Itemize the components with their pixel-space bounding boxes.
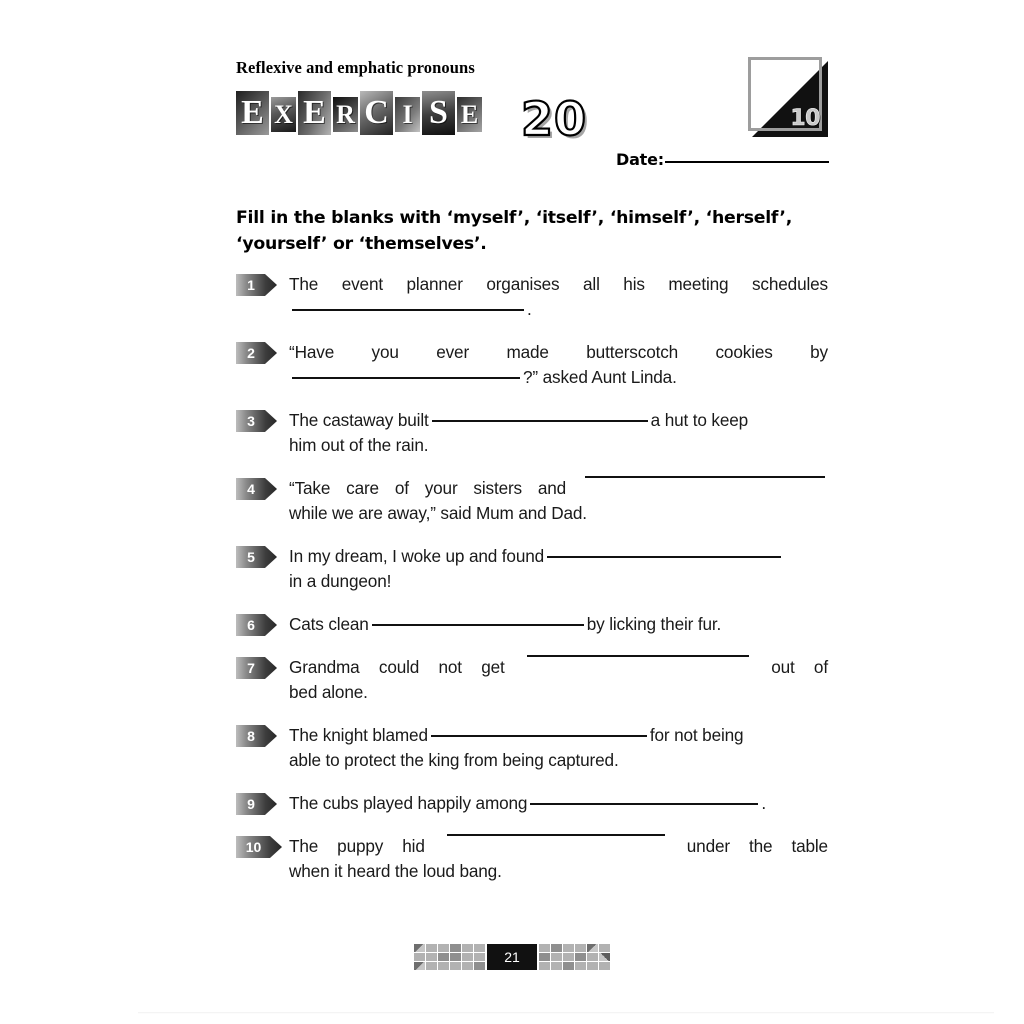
question-text [289, 340, 828, 390]
q4-w2: care [346, 478, 379, 498]
exercise-letter-e1: E [236, 91, 269, 135]
answer-blank[interactable] [530, 803, 758, 805]
q7-w5: out [771, 657, 795, 677]
q6-post: by licking their fur. [586, 614, 722, 634]
q7-w4: get [481, 657, 505, 677]
score-box [748, 57, 826, 135]
instruction-text: Fill in the blanks with ‘myself’, ‘itself’, ‘himself’, ‘herself’, ‘yourself’ or ‘themselves’. [236, 208, 793, 254]
question-text [289, 272, 828, 322]
q7-w2: could [378, 657, 420, 677]
page-footer [0, 944, 1024, 970]
answer-blank[interactable] [292, 377, 520, 379]
q2-w7: by [810, 342, 828, 362]
answer-blank[interactable] [432, 420, 648, 422]
question-item [236, 340, 828, 390]
question-item [236, 791, 828, 816]
question-text [289, 834, 828, 884]
q10-w4: under [686, 836, 730, 856]
q2-w3: ever [436, 342, 470, 362]
question-number-marker: 5 [236, 546, 265, 568]
q8-line2: able to protect the king from being captured. [289, 750, 619, 770]
q10-w1: The [289, 836, 319, 856]
date-write-line[interactable] [665, 161, 829, 163]
q5-line2: in a dungeon! [289, 571, 392, 591]
score-total: 10 [790, 106, 820, 131]
topic-title: Reflexive and emphatic pronouns [236, 58, 475, 77]
q2-w5: butterscotch [586, 342, 679, 362]
exercise-letter-c: C [360, 91, 393, 135]
footer-decoration-right [539, 944, 610, 970]
question-text [289, 476, 828, 526]
question-number-marker: 1 [236, 274, 265, 296]
q4-w3: of [394, 478, 409, 498]
q7-line2: bed alone. [289, 682, 368, 702]
q10-w2: puppy [337, 836, 384, 856]
question-text [289, 612, 828, 637]
q3-line2: him out of the rain. [289, 435, 429, 455]
q4-line2: while we are away,” said Mum and Dad. [289, 503, 587, 523]
q3-post: a hut to keep [650, 410, 749, 430]
q1-w2: event [341, 274, 383, 294]
date-label: Date: [616, 150, 664, 169]
exercise-letter-e3: E [457, 97, 482, 132]
footer-decoration-left [414, 944, 485, 970]
question-text [289, 655, 828, 705]
exercise-letter-x: X [271, 97, 296, 132]
q10-w6: table [791, 836, 828, 856]
question-item [236, 476, 828, 526]
question-item [236, 272, 828, 322]
q1-w5: all [583, 274, 600, 294]
answer-blank[interactable] [547, 556, 781, 558]
q1-w8: schedules [751, 274, 828, 294]
q3-pre: The castaway built [289, 410, 429, 430]
answer-blank[interactable] [431, 735, 647, 737]
answer-blank[interactable] [372, 624, 584, 626]
q6-pre: Cats clean [289, 614, 369, 634]
q1-w4: organises [486, 274, 560, 294]
q5-pre: In my dream, I woke up and found [289, 546, 545, 566]
q10-w5: the [748, 836, 773, 856]
question-item [236, 655, 828, 705]
q2-w1: “Have [289, 342, 335, 362]
question-item [236, 723, 828, 773]
q7-w1: Grandma [289, 657, 360, 677]
q9-pre: The cubs played happily among [289, 793, 528, 813]
exercise-letter-e2: E [298, 91, 331, 135]
q1-w7: meeting [668, 274, 729, 294]
question-number-marker: 10 [236, 836, 270, 858]
question-item [236, 612, 828, 637]
question-number-marker: 6 [236, 614, 265, 636]
answer-blank[interactable] [447, 834, 665, 836]
q1-w1: The [289, 274, 319, 294]
exercise-letter-s: S [422, 91, 455, 135]
question-number-marker: 3 [236, 410, 265, 432]
question-number-marker: 7 [236, 657, 265, 679]
q2-w2: you [371, 342, 399, 362]
exercise-letter-i: I [395, 97, 420, 132]
question-text [289, 544, 828, 594]
q4-w1: “Take [289, 478, 331, 498]
q7-w3: not [438, 657, 462, 677]
q4-w5: sisters [473, 478, 522, 498]
q4-w4: your [424, 478, 458, 498]
q1-w3: planner [406, 274, 463, 294]
q8-pre: The knight blamed [289, 725, 428, 745]
exercise-letter-r: R [333, 97, 358, 132]
q2-tail: ?” asked Aunt Linda. [523, 367, 677, 387]
q9-post: . [761, 793, 766, 813]
exercise-number: 20 [521, 92, 588, 146]
q8-post: for not being [649, 725, 744, 745]
question-number-marker: 4 [236, 478, 265, 500]
page-bottom-edge [138, 1012, 994, 1014]
answer-blank[interactable] [585, 476, 825, 478]
question-text [289, 723, 828, 773]
q10-line2: when it heard the loud bang. [289, 861, 502, 881]
q1-tail: . [527, 299, 532, 319]
answer-blank[interactable] [527, 655, 749, 657]
exercise-wordmark [236, 89, 484, 135]
question-number-marker: 9 [236, 793, 265, 815]
date-field [616, 150, 829, 169]
q7-w6: of [813, 657, 828, 677]
q1-w6: his [623, 274, 645, 294]
question-list [236, 272, 828, 884]
question-item [236, 408, 828, 458]
page-number: 21 [487, 944, 537, 970]
q10-w3: hid [402, 836, 425, 856]
q2-w6: cookies [715, 342, 773, 362]
q4-w6: and [537, 478, 567, 498]
q2-w4: made [506, 342, 549, 362]
question-text [289, 408, 828, 458]
question-number-marker: 8 [236, 725, 265, 747]
question-number-marker: 2 [236, 342, 265, 364]
question-item [236, 544, 828, 594]
answer-blank[interactable] [292, 309, 524, 311]
question-item [236, 834, 828, 884]
question-text [289, 791, 828, 816]
